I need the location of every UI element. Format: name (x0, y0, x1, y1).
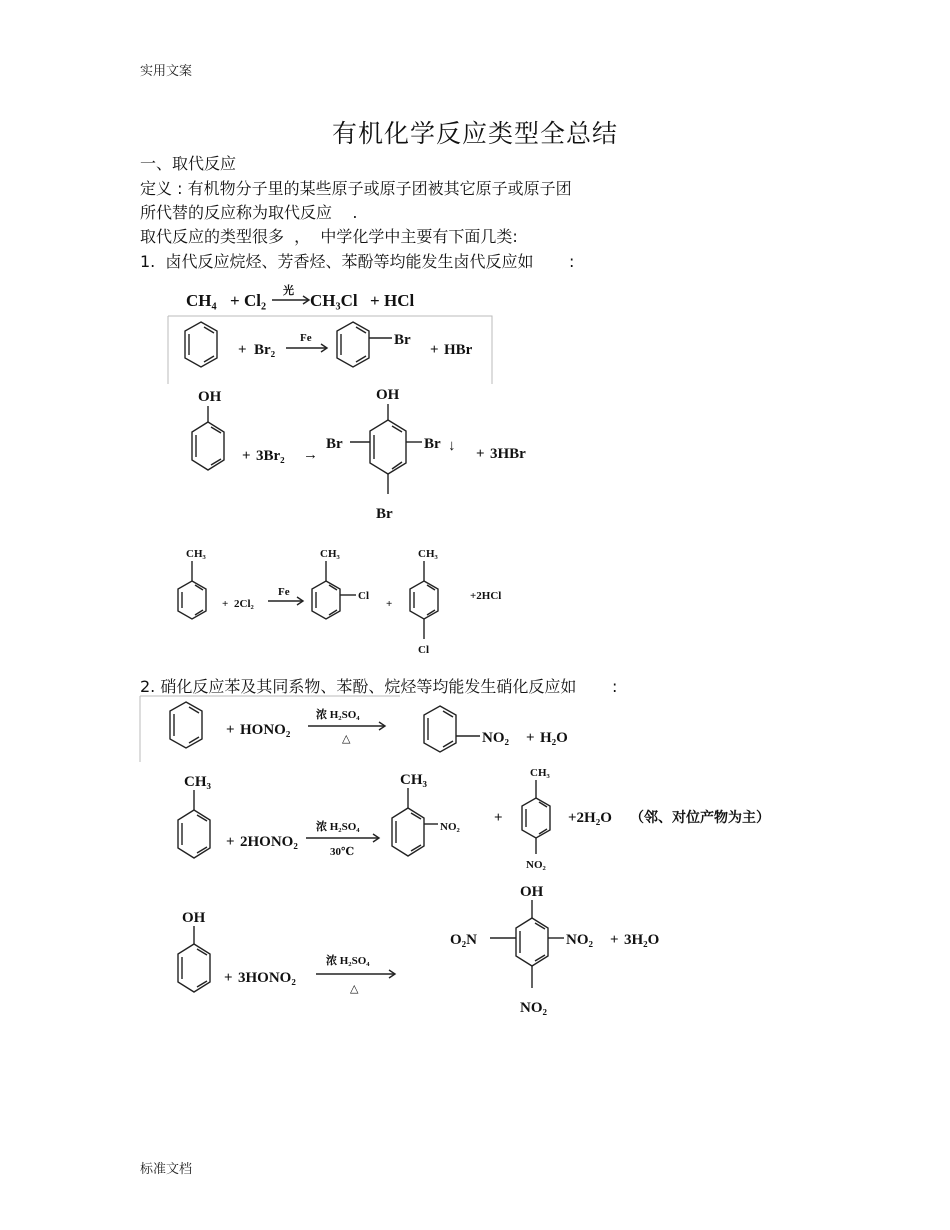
equation-phenol-nitration (160, 880, 700, 1020)
eq7-no2-left: O₂N (450, 932, 477, 948)
eq1-product1: CH₃Cl (310, 291, 358, 310)
eq6-plus1: + (226, 834, 235, 850)
eq3-precipitate-arrow: ↓ (448, 438, 456, 454)
eq3-br-bottom: Br (376, 506, 393, 522)
eq3-byproduct: 3HBr (490, 446, 526, 462)
eq3-plus2: + (476, 446, 485, 462)
eq7-plus2: + (610, 932, 619, 948)
eq6-plus2: + (494, 810, 503, 826)
eq4-toluene-ring (178, 561, 206, 619)
eq3-oh-product: OH (376, 387, 400, 403)
eq7-phenol-ring (178, 926, 210, 992)
eq6-no2-product2: NO₂ (526, 859, 546, 871)
page-footer: 标准文档 (140, 1162, 193, 1177)
eq7-condition-top: 浓 H₂SO₄ (326, 955, 370, 967)
eq1-plus1: + (230, 291, 240, 310)
eq3-phenol-ring (192, 406, 224, 470)
eq4-reagent: 2Cl₂ (234, 598, 254, 610)
eq5-byproduct: H₂O (540, 730, 568, 746)
eq7-plus1: + (224, 970, 233, 986)
eq6-condition-top: 浓 H₂SO₄ (316, 821, 360, 833)
eq6-note: （邻、对位产物为主） (630, 810, 770, 826)
eq4-p-chlorotoluene-ring (410, 561, 438, 639)
eq1-reactant1: CH₄ (186, 291, 217, 310)
eq7-oh-product: OH (520, 884, 544, 900)
eq4-ch3-reactant: CH₃ (186, 548, 206, 560)
eq7-reagent: 3HONO₂ (238, 970, 296, 986)
eq6-ch3-product1: CH₃ (400, 772, 427, 788)
eq3-oh-reactant: OH (198, 389, 222, 405)
page-header: 实用文案 (140, 64, 193, 79)
definition-line-1: 定义 : 有机物分子里的某些原子或原子团被其它原子或原子团 (140, 179, 572, 198)
eq6-byproduct: +2H₂O (568, 810, 612, 826)
eq2-condition: Fe (300, 332, 312, 344)
equation-toluene-chlorination (168, 545, 548, 660)
equation-toluene-nitration (160, 764, 800, 880)
eq4-byproduct: +2HCl (470, 590, 502, 602)
eq5-condition-top: 浓 H₂SO₄ (316, 709, 360, 721)
eq2-reagent: Br₂ (254, 342, 276, 358)
eq6-no2-product1: NO₂ (440, 821, 460, 833)
eq7-no2-right: NO₂ (566, 932, 593, 948)
eq4-condition: Fe (278, 586, 290, 598)
eq7-byproduct: 3H₂O (624, 932, 660, 948)
eq2-plus2: + (430, 342, 439, 358)
eq5-plus2: + (526, 730, 535, 746)
equation-phenol-bromination (168, 384, 548, 524)
eq3-tribromophenol-ring (350, 404, 422, 494)
eq2-plus1: + (238, 342, 247, 358)
equation-benzene-nitration (140, 696, 600, 766)
eq5-nitrobenzene-ring (424, 706, 480, 752)
eq4-cl-product2: Cl (418, 644, 429, 656)
eq3-arrow: → (303, 447, 318, 463)
equation-benzene-bromination (168, 316, 494, 384)
eq6-condition-bottom: 30℃ (330, 846, 355, 858)
eq1-product2: HCl (384, 291, 415, 310)
eq4-cl-product1: Cl (358, 590, 369, 602)
eq4-ch3-product1: CH₃ (320, 548, 340, 560)
eq5-substituent: NO₂ (482, 730, 509, 746)
eq7-condition-bottom: △ (350, 983, 359, 995)
eq6-p-nitrotoluene-ring (522, 780, 550, 854)
eq1-plus2: + (370, 291, 380, 310)
eq7-no2-bottom: NO₂ (520, 1000, 547, 1016)
eq2-bromobenzene-ring (337, 322, 392, 367)
eq2-substituent: Br (394, 332, 411, 348)
eq6-reagent: 2HONO₂ (240, 834, 298, 850)
equation-methane-chlorination (180, 276, 440, 316)
eq2-benzene-ring (185, 322, 217, 367)
eq6-o-nitrotoluene-ring (392, 788, 438, 856)
eq1-reactant2: Cl₂ (244, 291, 267, 310)
eq3-br-left: Br (326, 436, 343, 452)
eq4-ch3-product2: CH₃ (418, 548, 438, 560)
types-intro: 取代反应的类型很多 ， 中学化学中主要有下面几类: (140, 227, 518, 246)
eq4-o-chlorotoluene-ring (312, 561, 356, 619)
eq3-plus1: + (242, 448, 251, 464)
page-title: 有机化学反应类型全总结 (331, 119, 618, 148)
eq3-reagent: 3Br₂ (256, 448, 285, 464)
eq5-benzene-ring (170, 702, 202, 748)
eq6-toluene-ring (178, 790, 210, 858)
eq5-plus1: + (226, 722, 235, 738)
eq4-plus1: + (222, 598, 229, 610)
eq1-condition: 光 (283, 285, 294, 297)
eq7-picric-acid-ring (490, 900, 564, 988)
item-halogenation: 1. 卤代反应烷烃、芳香烃、苯酚等均能发生卤代反应如 : (140, 252, 575, 271)
eq5-condition-bottom: △ (342, 733, 351, 745)
eq4-plus2: + (386, 598, 393, 610)
item-nitration: 2. 硝化反应苯及其同系物、苯酚、烷烃等均能发生硝化反应如 : (140, 677, 618, 696)
eq5-reagent: HONO₂ (240, 722, 291, 738)
eq6-ch3-product2: CH₃ (530, 767, 550, 779)
definition-line-2: 所代替的反应称为取代反应 . (140, 203, 358, 222)
eq6-ch3-reactant: CH₃ (184, 774, 211, 790)
section-heading-substitution: 一、取代反应 (140, 154, 237, 173)
eq7-oh-reactant: OH (182, 910, 206, 926)
eq3-br-right: Br (424, 436, 441, 452)
eq2-byproduct: HBr (444, 342, 473, 358)
